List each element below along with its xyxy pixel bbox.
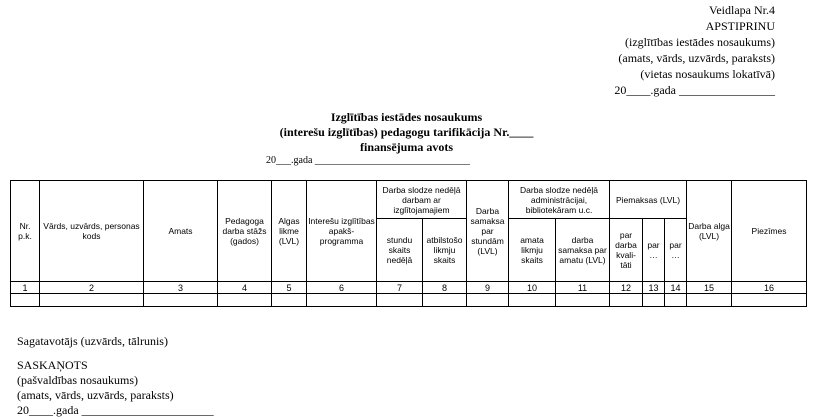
header-matching-rates: atbilstošo likmju skaits xyxy=(423,219,467,282)
document-title xyxy=(0,110,813,155)
table-cell xyxy=(467,294,509,307)
column-number: 4 xyxy=(218,282,272,294)
tarification-table xyxy=(10,180,807,307)
column-number: 9 xyxy=(467,282,509,294)
table-cell xyxy=(556,294,610,307)
table-cell xyxy=(665,294,687,307)
title-funding-source: finansējuma avots xyxy=(359,140,453,154)
column-number: 3 xyxy=(144,282,218,294)
header-salary: Darba alga (LVL) xyxy=(687,181,732,282)
header-position-rates: amata likmju skaits xyxy=(509,219,556,282)
header-pay-per-hours: Darba samaksa par stundām (LVL) xyxy=(467,181,509,282)
form-number: Veidlapa Nr.4 xyxy=(709,3,775,17)
column-number: 16 xyxy=(732,282,807,294)
table-cell xyxy=(509,294,556,307)
header-other-supplement-1: par … xyxy=(643,219,665,282)
header-seniority: Pedagoga darba stāžs (gados) xyxy=(218,181,272,282)
table-cell xyxy=(272,294,307,307)
header-nr: Nr. p.k. xyxy=(11,181,40,282)
table-cell xyxy=(610,294,643,307)
approval-block xyxy=(614,2,775,98)
column-number: 13 xyxy=(643,282,665,294)
header-workload-admin: Darba slodze nedēļā administrācijai, bibliotekāram u.c. xyxy=(509,181,610,219)
table-cell xyxy=(643,294,665,307)
table-cell xyxy=(144,294,218,307)
approval-date-line: 20____.gada ________________ xyxy=(614,83,775,97)
document-date-line: 20___.gada _______________________________ xyxy=(266,155,470,166)
agreed-label: SASKAŅOTS xyxy=(17,358,88,372)
column-number: 15 xyxy=(687,282,732,294)
column-number: 10 xyxy=(509,282,556,294)
header-position: Amats xyxy=(144,181,218,282)
header-other-supplement-2: par … xyxy=(665,219,687,282)
approve-label: APSTIPRINU xyxy=(705,19,775,33)
header-salary-rate: Algas likme (LVL) xyxy=(272,181,307,282)
footer-signer-placeholder: (amats, vārds, uzvārds, paraksts) xyxy=(17,388,174,402)
table-cell xyxy=(732,294,807,307)
table-cell xyxy=(11,294,40,307)
table-cell xyxy=(687,294,732,307)
header-program: Interešu izglītības apakš-programma xyxy=(307,181,377,282)
table-cell xyxy=(423,294,467,307)
header-workload-students: Darba slodze nedēļā darbam ar izglītojamajiem xyxy=(377,181,467,219)
column-number: 2 xyxy=(40,282,144,294)
column-number: 6 xyxy=(307,282,377,294)
table-row xyxy=(11,294,807,307)
header-supplements: Piemaksas (LVL) xyxy=(610,181,687,219)
column-number: 14 xyxy=(665,282,687,294)
footer-date-line: 20____.gada ______________________ xyxy=(17,403,214,417)
institution-name-placeholder: (izglītības iestādes nosaukums) xyxy=(625,35,775,49)
prepared-by: Sagatavotājs (uzvārds, tālrunis) xyxy=(17,334,168,348)
header-quality-supplement: par darba kvali-tāti xyxy=(610,219,643,282)
column-number: 8 xyxy=(423,282,467,294)
column-number: 1 xyxy=(11,282,40,294)
header-notes: Piezīmes xyxy=(732,181,807,282)
header-position-pay: darba samaksa par amatu (LVL) xyxy=(556,219,610,282)
column-number: 12 xyxy=(610,282,643,294)
table-cell xyxy=(40,294,144,307)
column-number: 5 xyxy=(272,282,307,294)
table-cell xyxy=(218,294,272,307)
title-institution: Izglītības iestādes nosaukums xyxy=(330,110,483,124)
title-tarification: (interešu izglītības) pedagogu tarifikācija Nr.____ xyxy=(279,125,534,139)
signer-placeholder: (amats, vārds, uzvārds, paraksts) xyxy=(618,51,775,65)
column-number: 7 xyxy=(377,282,423,294)
municipality-placeholder: (pašvaldības nosaukums) xyxy=(17,373,138,387)
table-cell xyxy=(307,294,377,307)
column-number-row xyxy=(11,282,807,294)
header-name: Vārds, uzvārds, personas kods xyxy=(40,181,144,282)
header-hours-per-week: stundu skaits nedēļā xyxy=(377,219,423,282)
footer-block xyxy=(17,334,214,418)
column-number: 11 xyxy=(556,282,610,294)
table-cell xyxy=(377,294,423,307)
place-placeholder: (vietas nosaukums lokatīvā) xyxy=(640,67,775,81)
